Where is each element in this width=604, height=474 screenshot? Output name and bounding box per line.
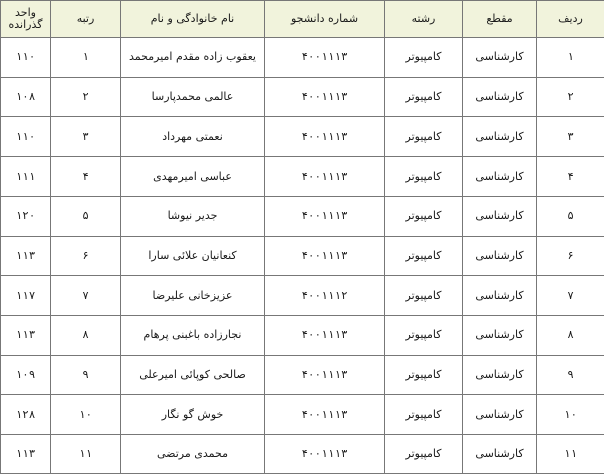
cell-rank: ۱ <box>51 38 121 78</box>
cell-degree: کارشناسی <box>463 355 537 395</box>
cell-rank: ۴ <box>51 157 121 197</box>
cell-rank: ۱۱ <box>51 435 121 474</box>
table-row <box>1 196 604 236</box>
cell-rank: ۳ <box>51 117 121 157</box>
cell-row-no: ۱۰ <box>537 395 604 435</box>
cell-full-name: عزیزخانی علیرضا <box>121 276 265 316</box>
cell-credits: ۱۱۳ <box>1 435 51 474</box>
cell-student-id: ۴۰۰۱۱۱۳ <box>265 395 385 435</box>
header-student-id: شماره دانشجو <box>265 1 385 38</box>
header-rank: رتبه <box>51 1 121 38</box>
table-row <box>1 236 604 276</box>
cell-credits: ۱۱۳ <box>1 236 51 276</box>
cell-major: کامپیوتر <box>385 236 463 276</box>
cell-degree: کارشناسی <box>463 117 537 157</box>
table-row <box>1 276 604 316</box>
cell-credits: ۱۰۹ <box>1 355 51 395</box>
table-row <box>1 395 604 435</box>
cell-major: کامپیوتر <box>385 435 463 474</box>
cell-credits: ۱۲۸ <box>1 395 51 435</box>
cell-major: کامپیوتر <box>385 38 463 78</box>
cell-row-no: ۱۱ <box>537 435 604 474</box>
cell-credits: ۱۱۱ <box>1 157 51 197</box>
cell-rank: ۶ <box>51 236 121 276</box>
cell-major: کامپیوتر <box>385 157 463 197</box>
cell-rank: ۵ <box>51 196 121 236</box>
cell-degree: کارشناسی <box>463 276 537 316</box>
table-row <box>1 435 604 474</box>
cell-row-no: ۶ <box>537 236 604 276</box>
cell-full-name: صالحی کوپائی امیرعلی <box>121 355 265 395</box>
cell-row-no: ۳ <box>537 117 604 157</box>
cell-major: کامپیوتر <box>385 395 463 435</box>
cell-full-name: جدیر نیوشا <box>121 196 265 236</box>
header-major: رشته <box>385 1 463 38</box>
cell-student-id: ۴۰۰۱۱۱۲ <box>265 276 385 316</box>
cell-full-name: خوش گو نگار <box>121 395 265 435</box>
cell-rank: ۹ <box>51 355 121 395</box>
cell-major: کامپیوتر <box>385 355 463 395</box>
cell-row-no: ۱ <box>537 38 604 78</box>
cell-row-no: ۴ <box>537 157 604 197</box>
cell-student-id: ۴۰۰۱۱۱۳ <box>265 117 385 157</box>
cell-degree: کارشناسی <box>463 157 537 197</box>
cell-full-name: عالمی محمدپارسا <box>121 77 265 117</box>
cell-row-no: ۵ <box>537 196 604 236</box>
cell-degree: کارشناسی <box>463 77 537 117</box>
cell-credits: ۱۲۰ <box>1 196 51 236</box>
header-full-name: نام خانوادگی و نام <box>121 1 265 38</box>
cell-rank: ۷ <box>51 276 121 316</box>
cell-rank: ۸ <box>51 316 121 356</box>
cell-full-name: محمدی مرتضی <box>121 435 265 474</box>
header-row-no: ردیف <box>537 1 604 38</box>
cell-degree: کارشناسی <box>463 236 537 276</box>
table-body <box>1 38 604 474</box>
table-row <box>1 38 604 78</box>
table-row <box>1 117 604 157</box>
cell-degree: کارشناسی <box>463 38 537 78</box>
cell-student-id: ۴۰۰۱۱۱۳ <box>265 196 385 236</box>
cell-rank: ۲ <box>51 77 121 117</box>
cell-major: کامپیوتر <box>385 196 463 236</box>
cell-rank: ۱۰ <box>51 395 121 435</box>
cell-student-id: ۴۰۰۱۱۱۳ <box>265 435 385 474</box>
table-row <box>1 157 604 197</box>
cell-major: کامپیوتر <box>385 316 463 356</box>
cell-full-name: کنعانیان علائی سارا <box>121 236 265 276</box>
cell-degree: کارشناسی <box>463 435 537 474</box>
cell-row-no: ۷ <box>537 276 604 316</box>
cell-credits: ۱۱۷ <box>1 276 51 316</box>
cell-major: کامپیوتر <box>385 276 463 316</box>
table-header <box>1 1 604 38</box>
cell-credits: ۱۱۰ <box>1 38 51 78</box>
cell-student-id: ۴۰۰۱۱۱۳ <box>265 236 385 276</box>
cell-credits: ۱۱۰ <box>1 117 51 157</box>
cell-row-no: ۸ <box>537 316 604 356</box>
cell-full-name: عباسی امیرمهدی <box>121 157 265 197</box>
cell-student-id: ۴۰۰۱۱۱۳ <box>265 316 385 356</box>
cell-degree: کارشناسی <box>463 395 537 435</box>
cell-full-name: نجارزاده باغبنی پرهام <box>121 316 265 356</box>
table-row <box>1 77 604 117</box>
cell-full-name: نعمتی مهرداد <box>121 117 265 157</box>
header-degree: مقطع <box>463 1 537 38</box>
header-row <box>1 1 604 38</box>
cell-student-id: ۴۰۰۱۱۱۳ <box>265 157 385 197</box>
cell-credits: ۱۱۳ <box>1 316 51 356</box>
cell-major: کامپیوتر <box>385 77 463 117</box>
table-row <box>1 316 604 356</box>
header-credits: واحد گذرانده <box>1 1 51 38</box>
cell-student-id: ۴۰۰۱۱۱۳ <box>265 38 385 78</box>
cell-row-no: ۲ <box>537 77 604 117</box>
cell-degree: کارشناسی <box>463 196 537 236</box>
cell-student-id: ۴۰۰۱۱۱۳ <box>265 77 385 117</box>
cell-degree: کارشناسی <box>463 316 537 356</box>
cell-student-id: ۴۰۰۱۱۱۳ <box>265 355 385 395</box>
table-row <box>1 355 604 395</box>
cell-row-no: ۹ <box>537 355 604 395</box>
cell-credits: ۱۰۸ <box>1 77 51 117</box>
cell-full-name: یعقوب زاده مقدم امیرمحمد <box>121 38 265 78</box>
cell-major: کامپیوتر <box>385 117 463 157</box>
